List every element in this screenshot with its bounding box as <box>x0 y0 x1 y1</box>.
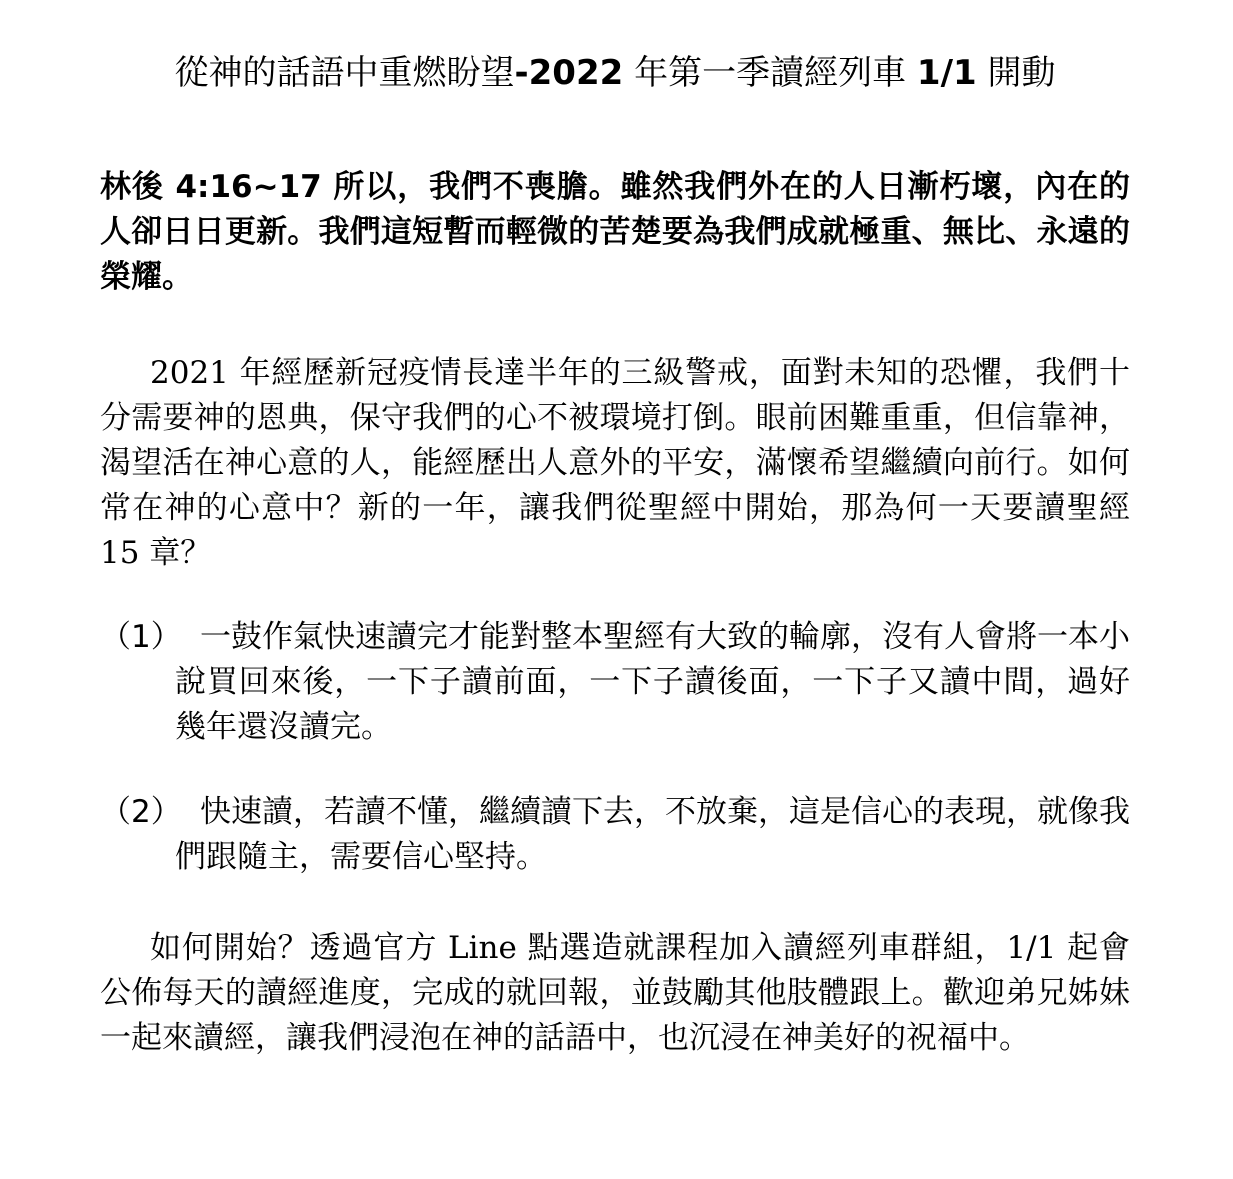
page-title <box>100 50 1130 96</box>
closing-paragraph: 如何開始？透過官方 Line 點選造就課程加入讀經列車群組，1/1 起會公佈每天的讀經進度，完成的就回報，並鼓勵其他肢體跟上。歡迎弟兄姊妹一起來讀經，讓我們浸泡在神的話語中，也沉浸在神美好的祝福中。 <box>100 930 1130 1056</box>
verse-reference: 林後 4:16~17 <box>100 169 322 205</box>
title-text: 年第一季讀經列車 <box>623 53 917 93</box>
reason-text: 快速讀，若讀不懂，繼續讀下去，不放棄，這是信心的表現，就像我們跟隨主，需要信心堅持。 <box>175 794 1130 875</box>
reason-number: （2） <box>100 794 182 830</box>
reason-item-2 <box>100 790 1130 880</box>
title-post: 開動 <box>976 53 1056 93</box>
verse-text: 所以，我們不喪膽。雖然我們外在的人日漸朽壞，內在的人卻日日更新。我們這短暫而輕微的苦楚要為我們成就極重、無比、永遠的榮耀。 <box>100 169 1130 295</box>
intro-paragraph: 2021 年經歷新冠疫情長達半年的三級警戒，面對未知的恐懼，我們十分需要神的恩典，保守我們的心不被環境打倒。眼前困難重重，但信靠神，渴望活在神心意的人，能經歷出人意外的平安，滿懷希望繼續向前行。如何常在神的心意中？新的一年，讓我們從聖經中開始，那為何一天要讀聖經 15 章？ <box>100 355 1130 571</box>
title-date: 1/1 <box>916 53 977 93</box>
title-year: -2022 <box>514 53 624 93</box>
reason-text: 一鼓作氣快速讀完才能對整本聖經有大致的輪廓，沒有人會將一本小說買回來後，一下子讀前面，一下子讀後面，一下子又讀中間，過好幾年還沒讀完。 <box>175 619 1130 745</box>
reason-number: （1） <box>100 619 182 655</box>
title-pre: 從神的話語中重燃盼望 <box>174 53 515 93</box>
scripture-verse <box>100 165 1130 300</box>
reason-item-1 <box>100 615 1130 750</box>
